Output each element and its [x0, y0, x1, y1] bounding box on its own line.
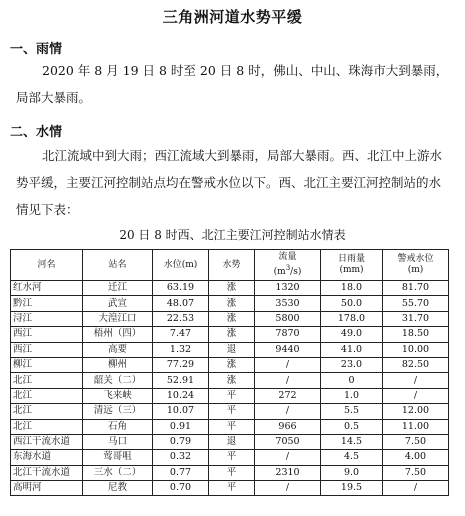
cell-flow: / — [255, 404, 321, 419]
section-heading-water: 二、水情 — [10, 125, 63, 140]
col-header-level: 水位(m) — [153, 250, 209, 281]
cell-river: 西江干流水道 — [11, 434, 83, 449]
water-paragraph: 北江流域中到大雨；西江流域大到暴雨，局部大暴雨。西、北江中上游水势平缓，主要江河控制站点均在警戒水位以下。西、北江主要江河控制站的水情见下表： — [16, 148, 443, 217]
table-row — [11, 357, 449, 372]
cell-warn: 12.00 — [383, 404, 449, 419]
cell-flow: 1320 — [255, 281, 321, 296]
table-row — [11, 404, 449, 419]
cell-warn: 81.70 — [383, 281, 449, 296]
cell-flow: 3530 — [255, 296, 321, 311]
col-header-rain: 日雨量 (mm) — [321, 250, 383, 281]
cell-trend: 平 — [209, 465, 255, 480]
cell-rain: 9.0 — [321, 465, 383, 480]
cell-flow: 9440 — [255, 342, 321, 357]
cell-river: 黔江 — [11, 296, 83, 311]
cell-station: 武宣 — [83, 296, 153, 311]
cell-station: 迁江 — [83, 281, 153, 296]
cell-river: 东海水道 — [11, 450, 83, 465]
cell-flow: 7870 — [255, 327, 321, 342]
cell-level: 52.91 — [153, 373, 209, 388]
cell-trend: 平 — [209, 481, 255, 496]
cell-station: 马口 — [83, 434, 153, 449]
cell-trend: 涨 — [209, 281, 255, 296]
cell-station: 飞来峡 — [83, 388, 153, 403]
cell-level: 0.70 — [153, 481, 209, 496]
cell-rain: 5.5 — [321, 404, 383, 419]
table-header-row — [11, 250, 449, 281]
cell-flow: / — [255, 357, 321, 372]
cell-trend: 平 — [209, 388, 255, 403]
cell-flow: 2310 — [255, 465, 321, 480]
cell-rain: 0 — [321, 373, 383, 388]
cell-rain: 4.5 — [321, 450, 383, 465]
cell-level: 0.79 — [153, 434, 209, 449]
cell-warn: 82.50 — [383, 357, 449, 372]
cell-flow: 5800 — [255, 311, 321, 326]
cell-trend: 退 — [209, 434, 255, 449]
cell-river: 北江 — [11, 419, 83, 434]
cell-trend: 涨 — [209, 373, 255, 388]
cell-flow: 272 — [255, 388, 321, 403]
cell-level: 10.24 — [153, 388, 209, 403]
cell-river: 高明河 — [11, 481, 83, 496]
cell-level: 1.32 — [153, 342, 209, 357]
cell-level: 77.29 — [153, 357, 209, 372]
table-row — [11, 311, 449, 326]
cell-rain: 41.0 — [321, 342, 383, 357]
cell-rain: 23.0 — [321, 357, 383, 372]
cell-rain: 1.0 — [321, 388, 383, 403]
cell-warn: 7.50 — [383, 465, 449, 480]
cell-trend: 平 — [209, 404, 255, 419]
cell-warn: / — [383, 373, 449, 388]
cell-warn: / — [383, 481, 449, 496]
cell-river: 北江 — [11, 373, 83, 388]
cell-station: 高要 — [83, 342, 153, 357]
table-row — [11, 327, 449, 342]
cell-warn: / — [383, 388, 449, 403]
table-row — [11, 481, 449, 496]
cell-level: 48.07 — [153, 296, 209, 311]
table-row — [11, 419, 449, 434]
cell-river: 西江 — [11, 342, 83, 357]
cell-trend: 平 — [209, 419, 255, 434]
cell-rain: 19.5 — [321, 481, 383, 496]
table-row — [11, 434, 449, 449]
cell-rain: 14.5 — [321, 434, 383, 449]
table-row — [11, 373, 449, 388]
cell-rain: 18.0 — [321, 281, 383, 296]
cell-trend: 涨 — [209, 296, 255, 311]
cell-level: 0.91 — [153, 419, 209, 434]
cell-trend: 退 — [209, 342, 255, 357]
cell-station: 清远（三） — [83, 404, 153, 419]
cell-warn: 31.70 — [383, 311, 449, 326]
cell-flow: / — [255, 373, 321, 388]
cell-rain: 50.0 — [321, 296, 383, 311]
table-row — [11, 388, 449, 403]
water-table — [10, 249, 449, 496]
table-row — [11, 281, 449, 296]
page-title: 三角洲河道水势平缓 — [162, 8, 303, 26]
cell-station: 柳州 — [83, 357, 153, 372]
cell-level: 22.53 — [153, 311, 209, 326]
table-row — [11, 465, 449, 480]
cell-rain: 49.0 — [321, 327, 383, 342]
cell-station: 尼教 — [83, 481, 153, 496]
cell-river: 柳江 — [11, 357, 83, 372]
col-header-station: 站名 — [83, 250, 153, 281]
cell-warn: 4.00 — [383, 450, 449, 465]
cell-flow: 966 — [255, 419, 321, 434]
table-row — [11, 450, 449, 465]
cell-rain: 178.0 — [321, 311, 383, 326]
cell-rain: 0.5 — [321, 419, 383, 434]
cell-river: 西江 — [11, 327, 83, 342]
cell-warn: 11.00 — [383, 419, 449, 434]
cell-trend: 涨 — [209, 357, 255, 372]
cell-station: 韶关（二） — [83, 373, 153, 388]
cell-river: 浔江 — [11, 311, 83, 326]
col-header-river: 河名 — [11, 250, 83, 281]
section-heading-rain: 一、雨情 — [10, 42, 63, 57]
cell-flow: / — [255, 481, 321, 496]
cell-level: 0.77 — [153, 465, 209, 480]
table-row — [11, 296, 449, 311]
cell-warn: 10.00 — [383, 342, 449, 357]
table-caption: 20 日 8 时西、北江主要江河控制站水情表 — [119, 228, 346, 242]
col-header-flow: 流量 $(m^3/s)$ — [255, 250, 321, 281]
cell-trend: 涨 — [209, 311, 255, 326]
cell-river: 北江干流水道 — [11, 465, 83, 480]
cell-warn: 18.50 — [383, 327, 449, 342]
cell-station: 三水（二） — [83, 465, 153, 480]
col-header-warn: 警戒水位 (m) — [383, 250, 449, 281]
cell-warn: 55.70 — [383, 296, 449, 311]
col-header-trend: 水势 — [209, 250, 255, 281]
cell-level: 63.19 — [153, 281, 209, 296]
cell-warn: 7.50 — [383, 434, 449, 449]
cell-level: 0.32 — [153, 450, 209, 465]
cell-station: 梧州（四） — [83, 327, 153, 342]
cell-flow: 7050 — [255, 434, 321, 449]
cell-trend: 平 — [209, 450, 255, 465]
cell-level: 7.47 — [153, 327, 209, 342]
cell-level: 10.07 — [153, 404, 209, 419]
cell-station: 大湟江口 — [83, 311, 153, 326]
rain-paragraph: 2020 年 8 月 19 日 8 时至 20 日 8 时，佛山、中山、珠海市大到暴雨，局部大暴雨。 — [16, 63, 449, 105]
cell-station: 莺哥咀 — [83, 450, 153, 465]
cell-trend: 涨 — [209, 327, 255, 342]
cell-river: 北江 — [11, 404, 83, 419]
cell-station: 石角 — [83, 419, 153, 434]
cell-river: 红水河 — [11, 281, 83, 296]
cell-river: 北江 — [11, 388, 83, 403]
table-row — [11, 342, 449, 357]
cell-flow: / — [255, 450, 321, 465]
